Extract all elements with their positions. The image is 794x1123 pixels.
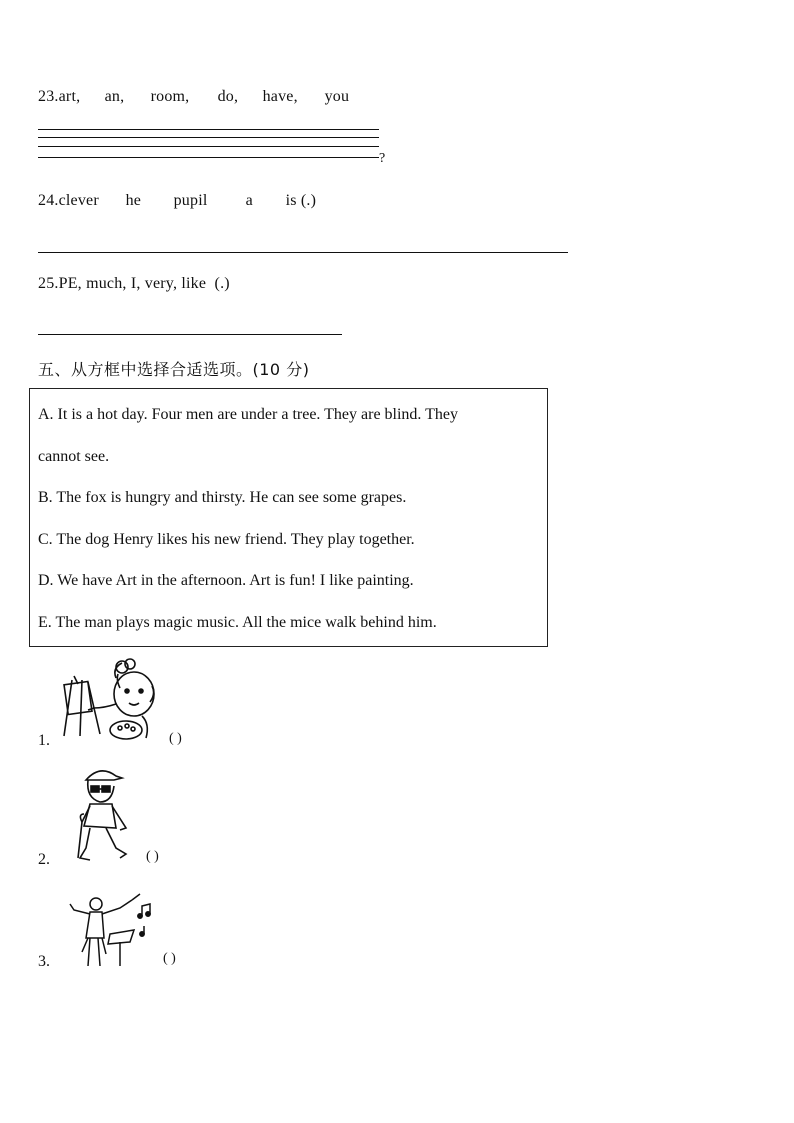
question-mark: ? [379, 151, 386, 166]
end-mark: (.) [300, 192, 317, 209]
question-number: 25. [38, 275, 59, 292]
word: he [125, 192, 142, 209]
option-c: C. The dog Henry likes his new friend. They play together. [38, 531, 415, 548]
answer-line [38, 334, 342, 335]
blind-man-cane-icon [76, 766, 134, 864]
word: pupil [173, 192, 208, 209]
word: do, [217, 88, 239, 105]
option-e: E. The man plays magic music. All the mice walk behind him. [38, 614, 437, 631]
answer-blank[interactable]: ( ) [146, 849, 159, 864]
option-d: D. We have Art in the afternoon. Art is fun! I like painting. [38, 572, 414, 589]
options-box [29, 388, 548, 647]
question-number: 24. [38, 192, 59, 209]
word: a [245, 192, 253, 209]
option-b: B. The fox is hungry and thirsty. He can see some grapes. [38, 489, 407, 506]
word: an, [104, 88, 125, 105]
word: art, [58, 88, 81, 105]
item-number: 1. [38, 732, 50, 749]
question-24 [38, 192, 316, 210]
conductor-music-icon [64, 890, 156, 968]
word: is [285, 192, 297, 209]
item-number: 2. [38, 851, 50, 868]
question-23 [38, 88, 349, 106]
answer-blank[interactable]: ( ) [163, 951, 176, 966]
option-a-line2: cannot see. [38, 448, 110, 465]
question-25 [38, 275, 230, 293]
answer-line [38, 252, 568, 253]
girl-painting-icon [60, 658, 165, 743]
answer-line [38, 157, 379, 158]
word-list: PE, much, I, very, like [58, 275, 207, 292]
word: clever [58, 192, 99, 209]
word: you [324, 88, 350, 105]
answer-line [38, 146, 379, 147]
word: room, [150, 88, 190, 105]
section-title: 五、从方框中选择合适选项。(10 分) [38, 360, 310, 379]
item-number: 3. [38, 953, 50, 970]
option-a-line1: A. It is a hot day. Four men are under a tree. They are blind. They [38, 406, 459, 423]
answer-line [38, 137, 379, 138]
question-number: 23. [38, 88, 59, 105]
answer-line [38, 129, 379, 130]
answer-blank[interactable]: ( ) [169, 731, 182, 746]
word: have, [262, 88, 298, 105]
end-mark: (.) [214, 275, 230, 292]
